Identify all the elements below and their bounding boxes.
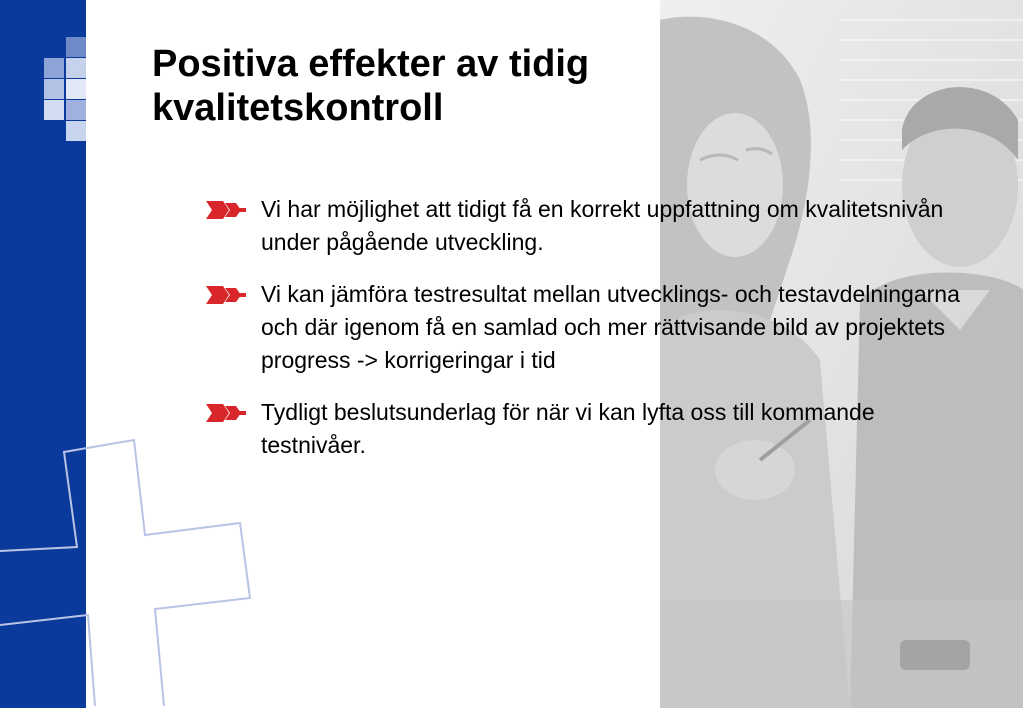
bullet-item [205,278,965,377]
double-arrow-icon [205,402,247,424]
slide-title: Positiva effekter av tidig kvalitetskontroll [152,43,590,129]
bullet-text: Vi har möjlighet att tidigt få en korrekt uppfattning om kvalitetsnivån under pågående utveckling. [261,196,944,255]
bullet-text: Tydligt beslutsunderlag för när vi kan lyfta oss till kommande testnivåer. [261,399,875,458]
bullet-item [205,193,965,259]
bullet-list [205,193,965,481]
bullet-item [205,396,965,462]
double-arrow-icon [205,199,247,221]
double-arrow-icon [205,284,247,306]
bullet-text: Vi kan jämföra testresultat mellan utvecklings- och testavdelningarna och där igenom få en samlad och mer rättvisande bild av projektets progress -> korrigeringar i tid [261,281,960,373]
